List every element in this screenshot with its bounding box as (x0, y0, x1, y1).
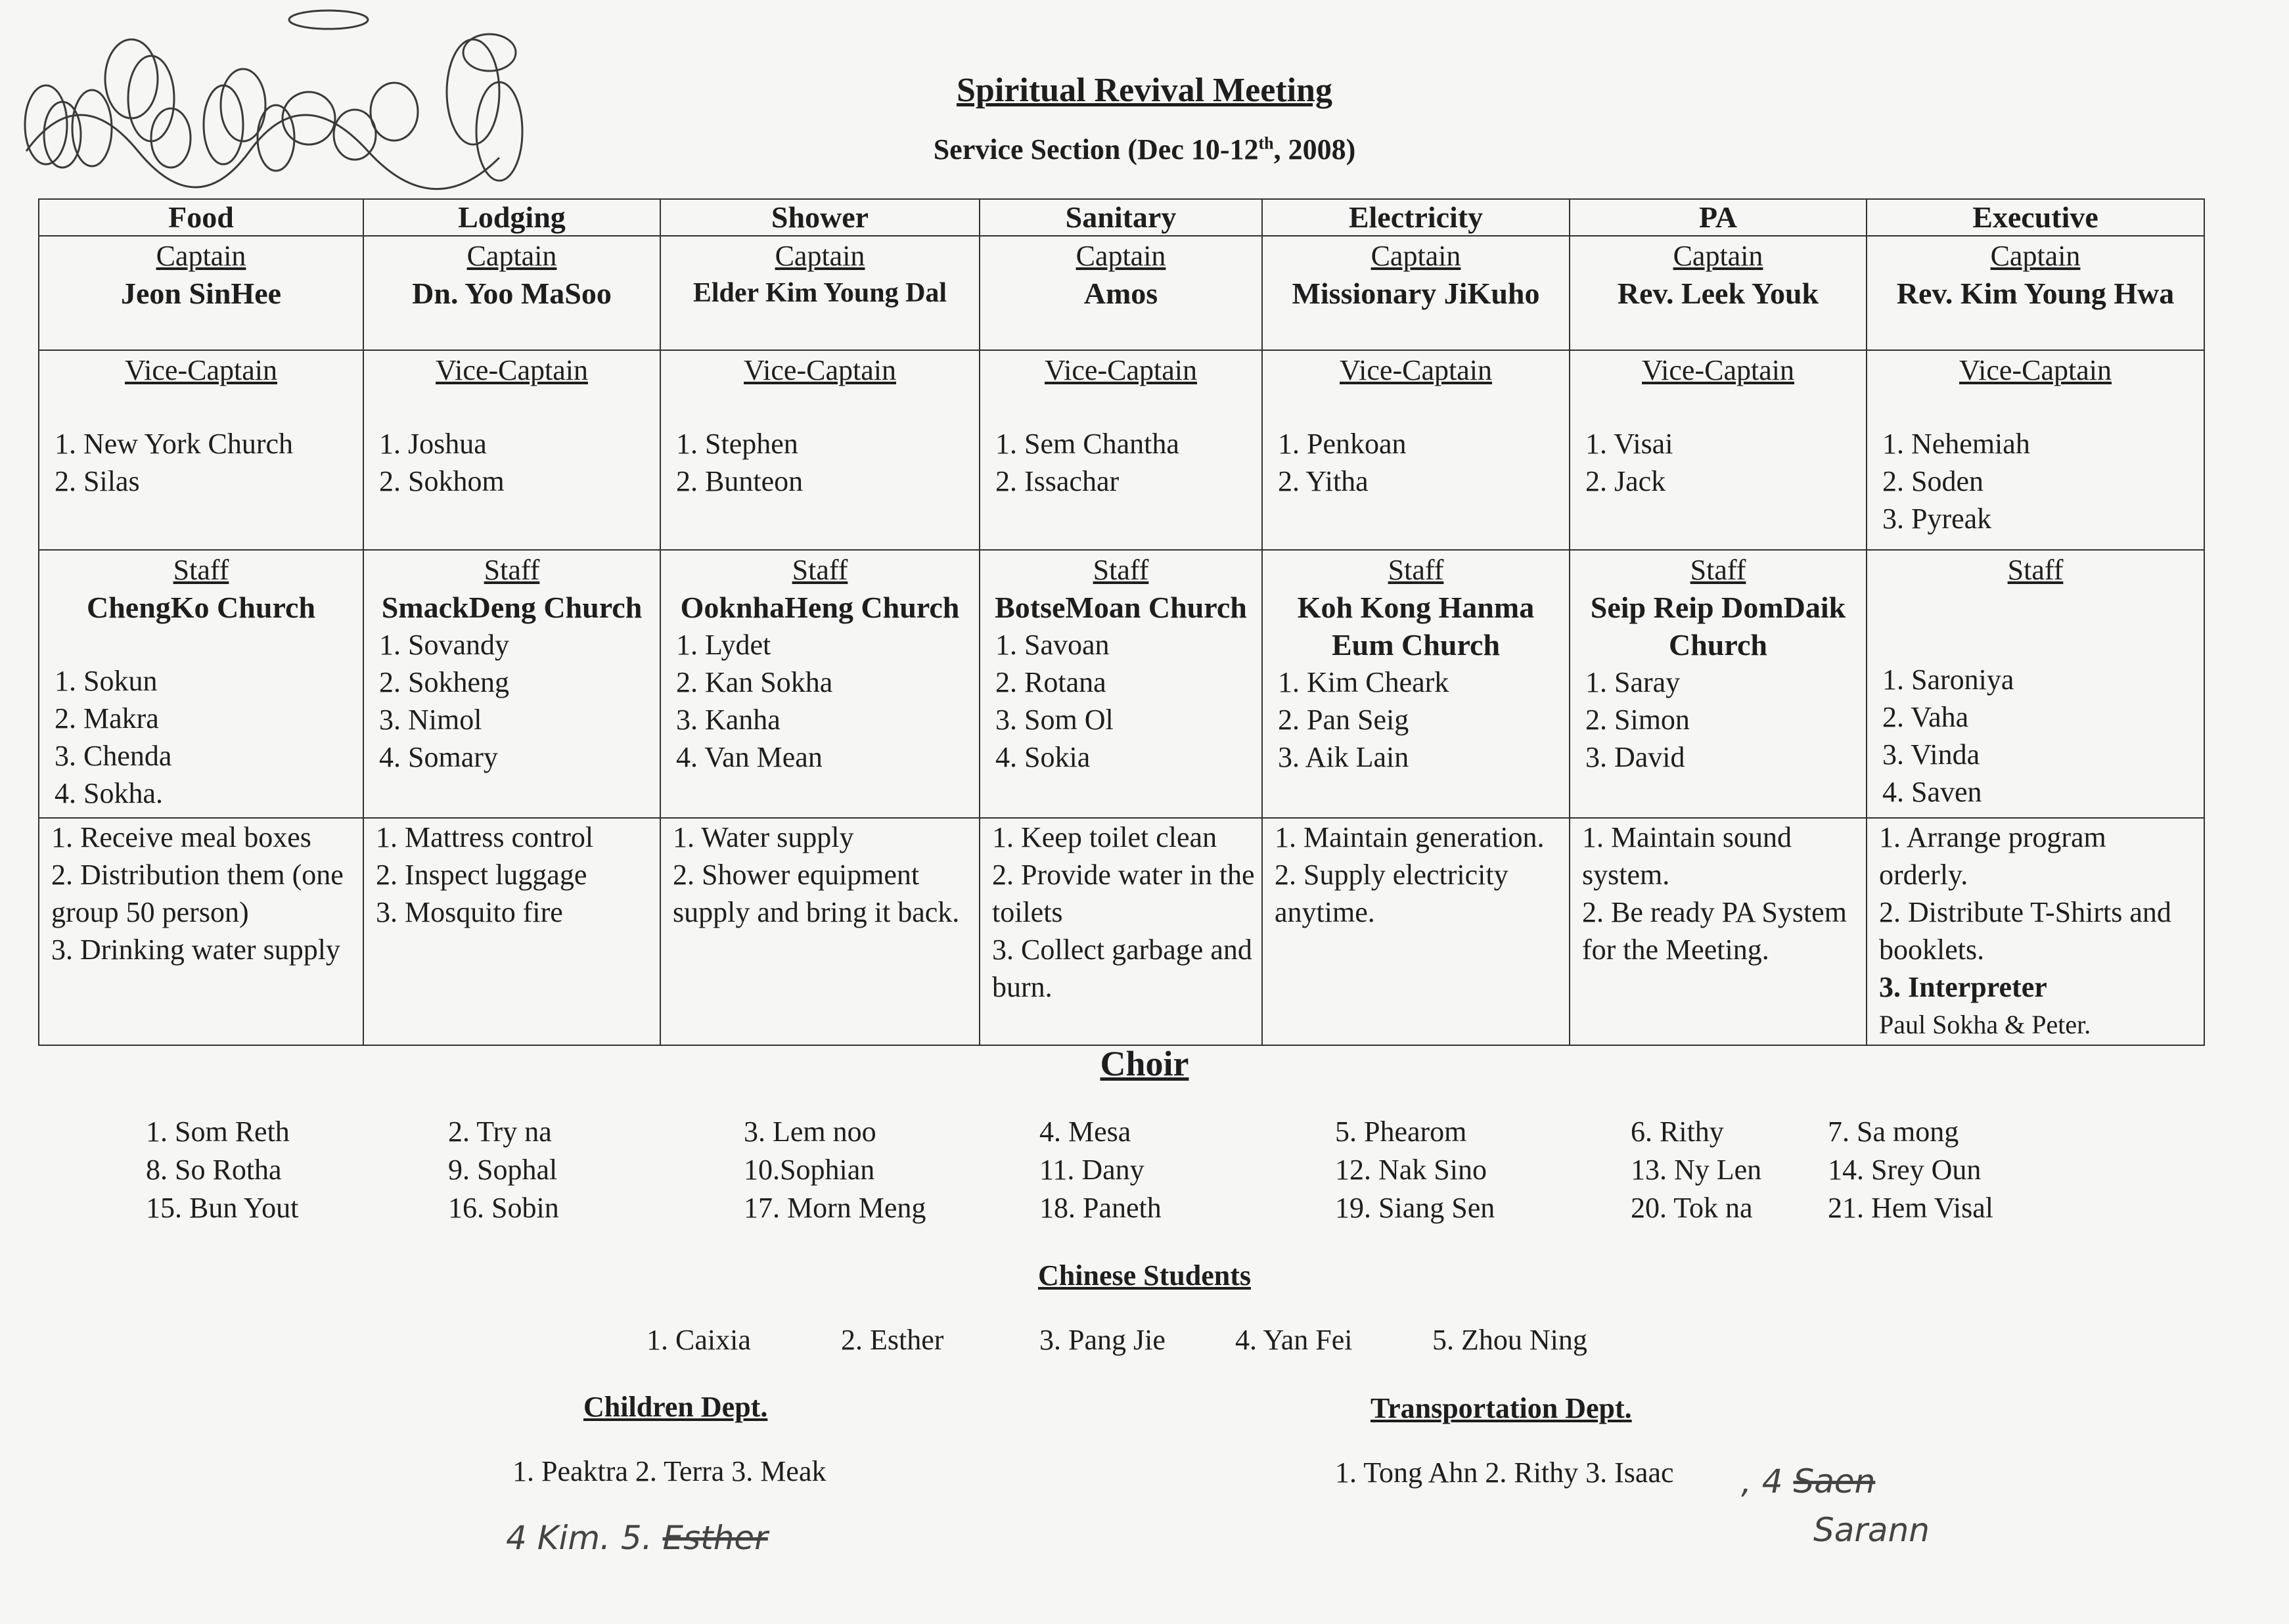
list-item: 2. Simon (1585, 704, 1690, 736)
choir-member: 5. Phearom (1335, 1116, 1467, 1148)
list-item: 2. Issachar (995, 465, 1120, 497)
role-label: Vice-Captain (744, 354, 896, 386)
captain-name: Rev. Leek Youk (1617, 277, 1819, 310)
duty-item: 2. Provide water in the toilets (992, 859, 1255, 928)
transport-dept-list: 1. Tong Ahn 2. Rithy 3. Isaac (1335, 1456, 1674, 1489)
staff-church: BotseMoan Church (995, 591, 1247, 624)
list-item: 4. Sokia (995, 741, 1091, 773)
captain-name: Dn. Yoo MaSoo (412, 277, 612, 310)
staff-cell (1570, 550, 1867, 818)
list-item: 3. Nimol (379, 704, 482, 736)
list-item: 1. Joshua (379, 428, 487, 460)
role-label: Staff (484, 554, 540, 586)
list-item: 1. Nehemiah (1882, 428, 2030, 460)
duty-item: 1. Maintain generation. (1275, 821, 1545, 853)
student-name: 1. Caixia (646, 1324, 751, 1356)
role-label: Captain (1076, 240, 1166, 272)
duty-item: 2. Shower equipment supply and bring it back. (673, 859, 960, 928)
staff-cell (39, 550, 363, 818)
role-label: Vice-Captain (1642, 354, 1794, 386)
column-header: Shower (660, 199, 980, 236)
choir-member: 15. Bun Yout (146, 1192, 299, 1224)
role-label: Vice-Captain (1045, 354, 1197, 386)
role-label: Staff (1388, 554, 1444, 586)
list-item: 2. Soden (1882, 465, 1983, 497)
role-label: Captain (466, 240, 557, 272)
document-subtitle: Service Section (Dec 10-12th, 2008) (933, 133, 1356, 166)
children-dept-title: Children Dept. (583, 1391, 768, 1423)
duty-item: 3. Drinking water supply (51, 934, 340, 966)
list-item: 1. Saroniya (1882, 664, 2014, 696)
choir-row (146, 1151, 2117, 1189)
list-item: 3. David (1585, 741, 1685, 773)
role-label: Vice-Captain (1959, 354, 2112, 386)
captain-cell (363, 236, 660, 350)
choir-member: 2. Try na (448, 1116, 552, 1148)
list-item: 2. Sokhom (379, 465, 505, 497)
duty-item: 1. Arrange program orderly. (1879, 821, 2106, 891)
role-label: Staff (1093, 554, 1149, 586)
vice-cell (39, 350, 363, 550)
role-label: Vice-Captain (125, 354, 277, 386)
vice-cell (980, 350, 1262, 550)
list-item: 1. Lydet (676, 629, 771, 661)
vice-cell (363, 350, 660, 550)
choir-member: 9. Sophal (448, 1154, 558, 1186)
role-label: Staff (792, 554, 848, 586)
role-label: Captain (1673, 240, 1763, 272)
choir-title: Choir (1100, 1044, 1189, 1083)
captain-cell (980, 236, 1262, 350)
children-dept-list: 1. Peaktra 2. Terra 3. Meak (512, 1455, 827, 1487)
transport-handwritten-name: Sarann (1813, 1511, 1930, 1549)
list-item: 1. Penkoan (1278, 428, 1407, 460)
list-item: 1. Saray (1585, 666, 1681, 698)
choir-member: 14. Srey Oun (1828, 1154, 1982, 1186)
choir-member: 1. Som Reth (146, 1116, 290, 1148)
list-item: 3. Aik Lain (1278, 741, 1409, 773)
column-header: Sanitary (980, 199, 1262, 236)
duties-cell (1262, 818, 1570, 1045)
list-item: 2. Makra (55, 702, 159, 734)
role-label: Captain (1990, 240, 2081, 272)
duty-item: 3. Collect garbage and burn. (992, 934, 1252, 1003)
captain-cell (1570, 236, 1867, 350)
duties-cell (980, 818, 1262, 1045)
captain-name: Amos (1083, 277, 1158, 310)
list-item: 3. Chenda (55, 740, 172, 772)
list-item: 1. Kim Cheark (1278, 666, 1449, 698)
staff-cell (980, 550, 1262, 818)
staff-cell (1867, 550, 2204, 818)
role-label: Staff (1690, 554, 1746, 586)
vice-cell (660, 350, 980, 550)
role-label: Vice-Captain (436, 354, 588, 386)
duty-item: 2. Be ready PA System for the Meeting. (1582, 896, 1847, 966)
choir-member: 18. Paneth (1039, 1192, 1162, 1224)
list-item: 4. Van Mean (676, 741, 823, 773)
list-item: 1. Visai (1585, 428, 1673, 460)
choir-member: 21. Hem Visal (1828, 1192, 1993, 1224)
children-handwritten-note: 4 Kim. 5. Esther (506, 1519, 768, 1557)
choir-member: 7. Sa mong (1828, 1116, 1959, 1148)
choir-member: 16. Sobin (448, 1192, 559, 1224)
choir-member: 3. Lem noo (744, 1116, 876, 1148)
student-name: 4. Yan Fei (1235, 1324, 1353, 1356)
duty-item: 1. Receive meal boxes (51, 821, 311, 853)
captain-name: Jeon SinHee (120, 277, 282, 310)
staff-cell (660, 550, 980, 818)
captain-row (39, 236, 2204, 350)
chinese-students-title: Chinese Students (1038, 1259, 1251, 1292)
list-item: 4. Sokha. (55, 777, 163, 809)
list-item: 4. Saven (1882, 776, 1982, 808)
student-name: 2. Esther (841, 1324, 944, 1356)
list-item: 1. Stephen (676, 428, 798, 460)
choir-member: 20. Tok na (1631, 1192, 1753, 1224)
list-item: 1. Sokun (55, 665, 158, 697)
list-item: 3. Som Ol (995, 704, 1114, 736)
staff-church: ChengKo Church (86, 591, 316, 624)
role-label: Vice-Captain (1340, 354, 1492, 386)
student-name: 5. Zhou Ning (1432, 1324, 1587, 1356)
list-item: 2. Yitha (1278, 465, 1369, 497)
column-header: Lodging (363, 199, 660, 236)
vice-cell (1867, 350, 2204, 550)
staff-cell (1262, 550, 1570, 818)
interpreter-names: Paul Sokha & Peter. (1879, 1010, 2091, 1039)
duty-item: 1. Mattress control (376, 821, 594, 853)
vice-cell (1570, 350, 1867, 550)
column-header: Food (39, 199, 363, 236)
list-item: 2. Sokheng (379, 666, 509, 698)
duties-row (39, 818, 2204, 1045)
staff-church: Seip Reip DomDaik Church (1590, 591, 1846, 662)
list-item: 1. Savoan (995, 629, 1110, 661)
list-item: 2. Rotana (995, 666, 1106, 698)
duties-cell (1570, 818, 1867, 1045)
list-item: 1. New York Church (55, 428, 293, 460)
vice-captain-row (39, 350, 2204, 550)
duty-item: 1. Keep toilet clean (992, 821, 1217, 853)
choir-row (146, 1189, 2117, 1227)
duty-item: 2. Distribute T-Shirts and booklets. (1879, 896, 2171, 966)
captain-name: Rev. Kim Young Hwa (1896, 277, 2175, 310)
duty-item: 1. Water supply (673, 821, 854, 853)
vice-cell (1262, 350, 1570, 550)
duties-cell (1867, 818, 2204, 1045)
document-title: Spiritual Revival Meeting (957, 72, 1332, 109)
staff-church: SmackDeng Church (381, 591, 643, 624)
choir-member: 6. Rithy (1631, 1116, 1724, 1148)
choir-member: 13. Ny Len (1631, 1154, 1762, 1186)
list-item: 2. Kan Sokha (676, 666, 833, 698)
choir-member: 12. Nak Sino (1335, 1154, 1487, 1186)
column-header: PA (1570, 199, 1867, 236)
staff-church: Koh Kong Hanma Eum Church (1297, 591, 1535, 662)
role-label: Captain (1371, 240, 1461, 272)
staff-cell (363, 550, 660, 818)
list-item: 4. Somary (379, 741, 498, 773)
service-schedule-table (38, 198, 2205, 1046)
list-item: 2. Jack (1585, 465, 1666, 497)
staff-church: OoknhaHeng Church (680, 591, 960, 624)
column-header: Electricity (1262, 199, 1570, 236)
captain-name: Missionary JiKuho (1292, 277, 1540, 310)
column-header: Executive (1867, 199, 2204, 236)
transport-handwritten-note: , 4 Saen (1741, 1462, 1876, 1500)
duties-cell (660, 818, 980, 1045)
choir-member: 11. Dany (1039, 1154, 1144, 1186)
list-item: 2. Bunteon (676, 465, 804, 497)
captain-cell (39, 236, 363, 350)
role-label: Staff (173, 554, 229, 586)
captain-cell (660, 236, 980, 350)
list-item: 3. Pyreak (1882, 503, 1992, 535)
choir-member: 10.Sophian (744, 1154, 875, 1186)
choir-row (146, 1113, 2117, 1151)
list-item: 1. Sovandy (379, 629, 509, 661)
duty-item: 2. Distribution them (one group 50 person) (51, 859, 344, 928)
choir-member: 4. Mesa (1039, 1116, 1131, 1148)
duties-cell (39, 818, 363, 1045)
captain-cell (1262, 236, 1570, 350)
list-item: 3. Kanha (676, 704, 781, 736)
list-item: 2. Pan Seig (1278, 704, 1409, 736)
choir-member: 8. So Rotha (146, 1154, 282, 1186)
list-item: 3. Vinda (1882, 738, 1980, 771)
transport-dept-title: Transportation Dept. (1371, 1392, 1632, 1424)
role-label: Captain (156, 240, 246, 272)
duties-cell (363, 818, 660, 1045)
captain-cell (1867, 236, 2204, 350)
staff-row (39, 550, 2204, 818)
list-item: 2. Silas (55, 465, 140, 497)
duty-item: 2. Supply electricity anytime. (1275, 859, 1508, 928)
captain-name: Elder Kim Young Dal (692, 278, 947, 308)
interpreter-label: 3. Interpreter (1879, 971, 2047, 1003)
duty-item: 1. Maintain sound system. (1582, 821, 1792, 891)
choir-list (146, 1113, 2117, 1227)
duty-item: 3. Mosquito fire (376, 896, 563, 928)
role-label: Captain (775, 240, 865, 272)
header-row (39, 199, 2204, 236)
choir-member: 19. Siang Sen (1335, 1192, 1495, 1224)
student-name: 3. Pang Jie (1039, 1324, 1166, 1356)
list-item: 2. Vaha (1882, 701, 1969, 733)
role-label: Staff (2007, 554, 2064, 586)
duty-item: 2. Inspect luggage (376, 859, 587, 891)
choir-member: 17. Morn Meng (744, 1192, 926, 1224)
list-item: 1. Sem Chantha (995, 428, 1179, 460)
